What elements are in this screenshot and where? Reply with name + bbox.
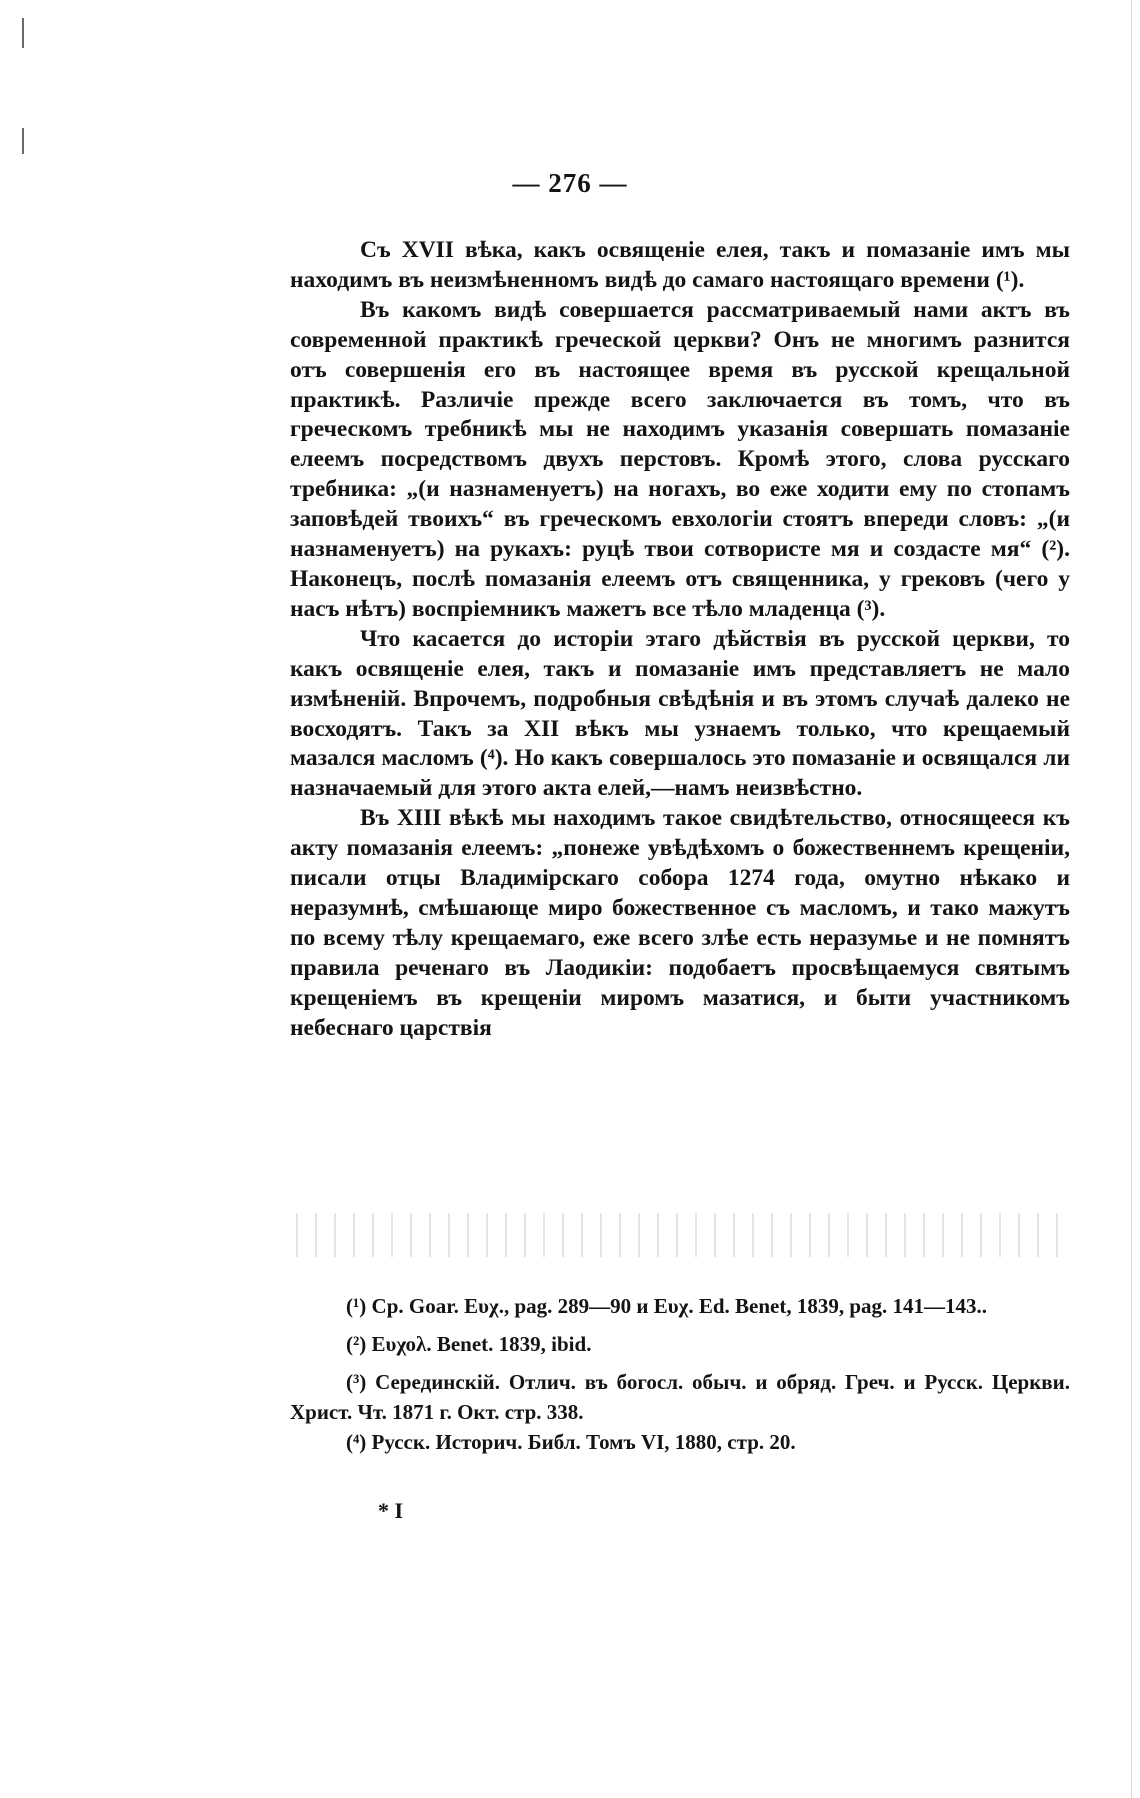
faded-text-lines [290,1213,1070,1257]
paragraph: Въ какомъ видѣ совершается рассматриваемый нами актъ въ современной практикѣ греческой церкви? Онъ не многимъ разнится отъ совершенія его въ настоящее время въ русской крещальной практикѣ. Различіе прежде всего заключается въ томъ, что въ греческомъ требникѣ мы не находимъ указанія совершать помазаніе елеемъ посредствомъ двухъ перстовъ. Кромѣ этого, слова русскаго требника: „(и назнаменуетъ) на ногахъ, во еже ходити ему по стопамъ заповѣдей твоихъ“ въ греческомъ евхологіи стоятъ впереди словъ: „(и назнаменуетъ) на рукахъ: руцѣ твои сотвористе мя и создасте мя“ (²). Наконецъ, послѣ помазанія елеемъ отъ священника, у грековъ (чего у насъ нѣтъ) воспріемникъ мажетъ все тѣло младенца (³). [290,296,1070,622]
paragraph: Что касается до исторіи этаго дѣйствія въ русской церкви, то какъ освященіе елея, такъ и помазаніе имъ представляетъ не мало измѣненій. Впрочемъ, подробныя свѣдѣнія и въ этомъ случаѣ далеко не восходятъ. Такъ за XII вѣкъ мы узнаемъ только, что крещаемый мазался масломъ (⁴). Но какъ совершалось это помазаніе и освящался ли назначаемый для этого акта елей,—намъ неизвѣстно. [290,625,1070,802]
scan-edge-mark [22,18,24,48]
footnote: (²) Ευχολ. Benet. 1839, ibid. [346,1332,592,1356]
paragraph: Съ XVII вѣка, какъ освященіе елея, такъ и помазаніе имъ мы находимъ въ неизмѣненномъ видѣ до самаго настоящаго времени (¹). [290,237,1070,293]
stray-mark: * I [378,1498,404,1523]
page-number: — 276 — [512,168,628,198]
body-text [290,236,1070,1043]
scan-edge-mark [22,128,24,154]
scan-edge-shadow [1131,0,1132,1798]
footnote: (³) Серединскій. Отлич. въ богосл. обыч. и обряд. Греч. и Русск. Церкви. Христ. Чт. 1871 г. Окт. стр. 338. [290,1370,1070,1424]
footnote: (¹) Ср. Goar. Ευχ., pag. 289—90 и Ευχ. Ed. Benet, 1839, pag. 141—143.. [346,1294,988,1318]
paragraph: Въ XIII вѣкѣ мы находимъ такое свидѣтельство, относящееся къ акту помазанія елеемъ: „понеже увѣдѣхомъ о божественнемъ крещеніи, писали отцы Владимірскаго собора 1274 года, омутно нѣкако и неразумнѣ, смѣшающе миро божественное съ масломъ, и тако мажутъ по всему тѣлу крещаемаго, еже всего злѣе есть неразумье и не помнятъ правила реченаго въ Лаодикіи: подобаетъ просвѣщаемуся святымъ крещеніемъ въ крещеніи миромъ мазатися, и быти участникомъ небеснаго царствія [290,805,1070,1041]
footnote: (⁴) Русск. Историч. Библ. Томъ VI, 1880, стр. 20. [346,1430,796,1454]
footnotes [290,1291,1070,1465]
